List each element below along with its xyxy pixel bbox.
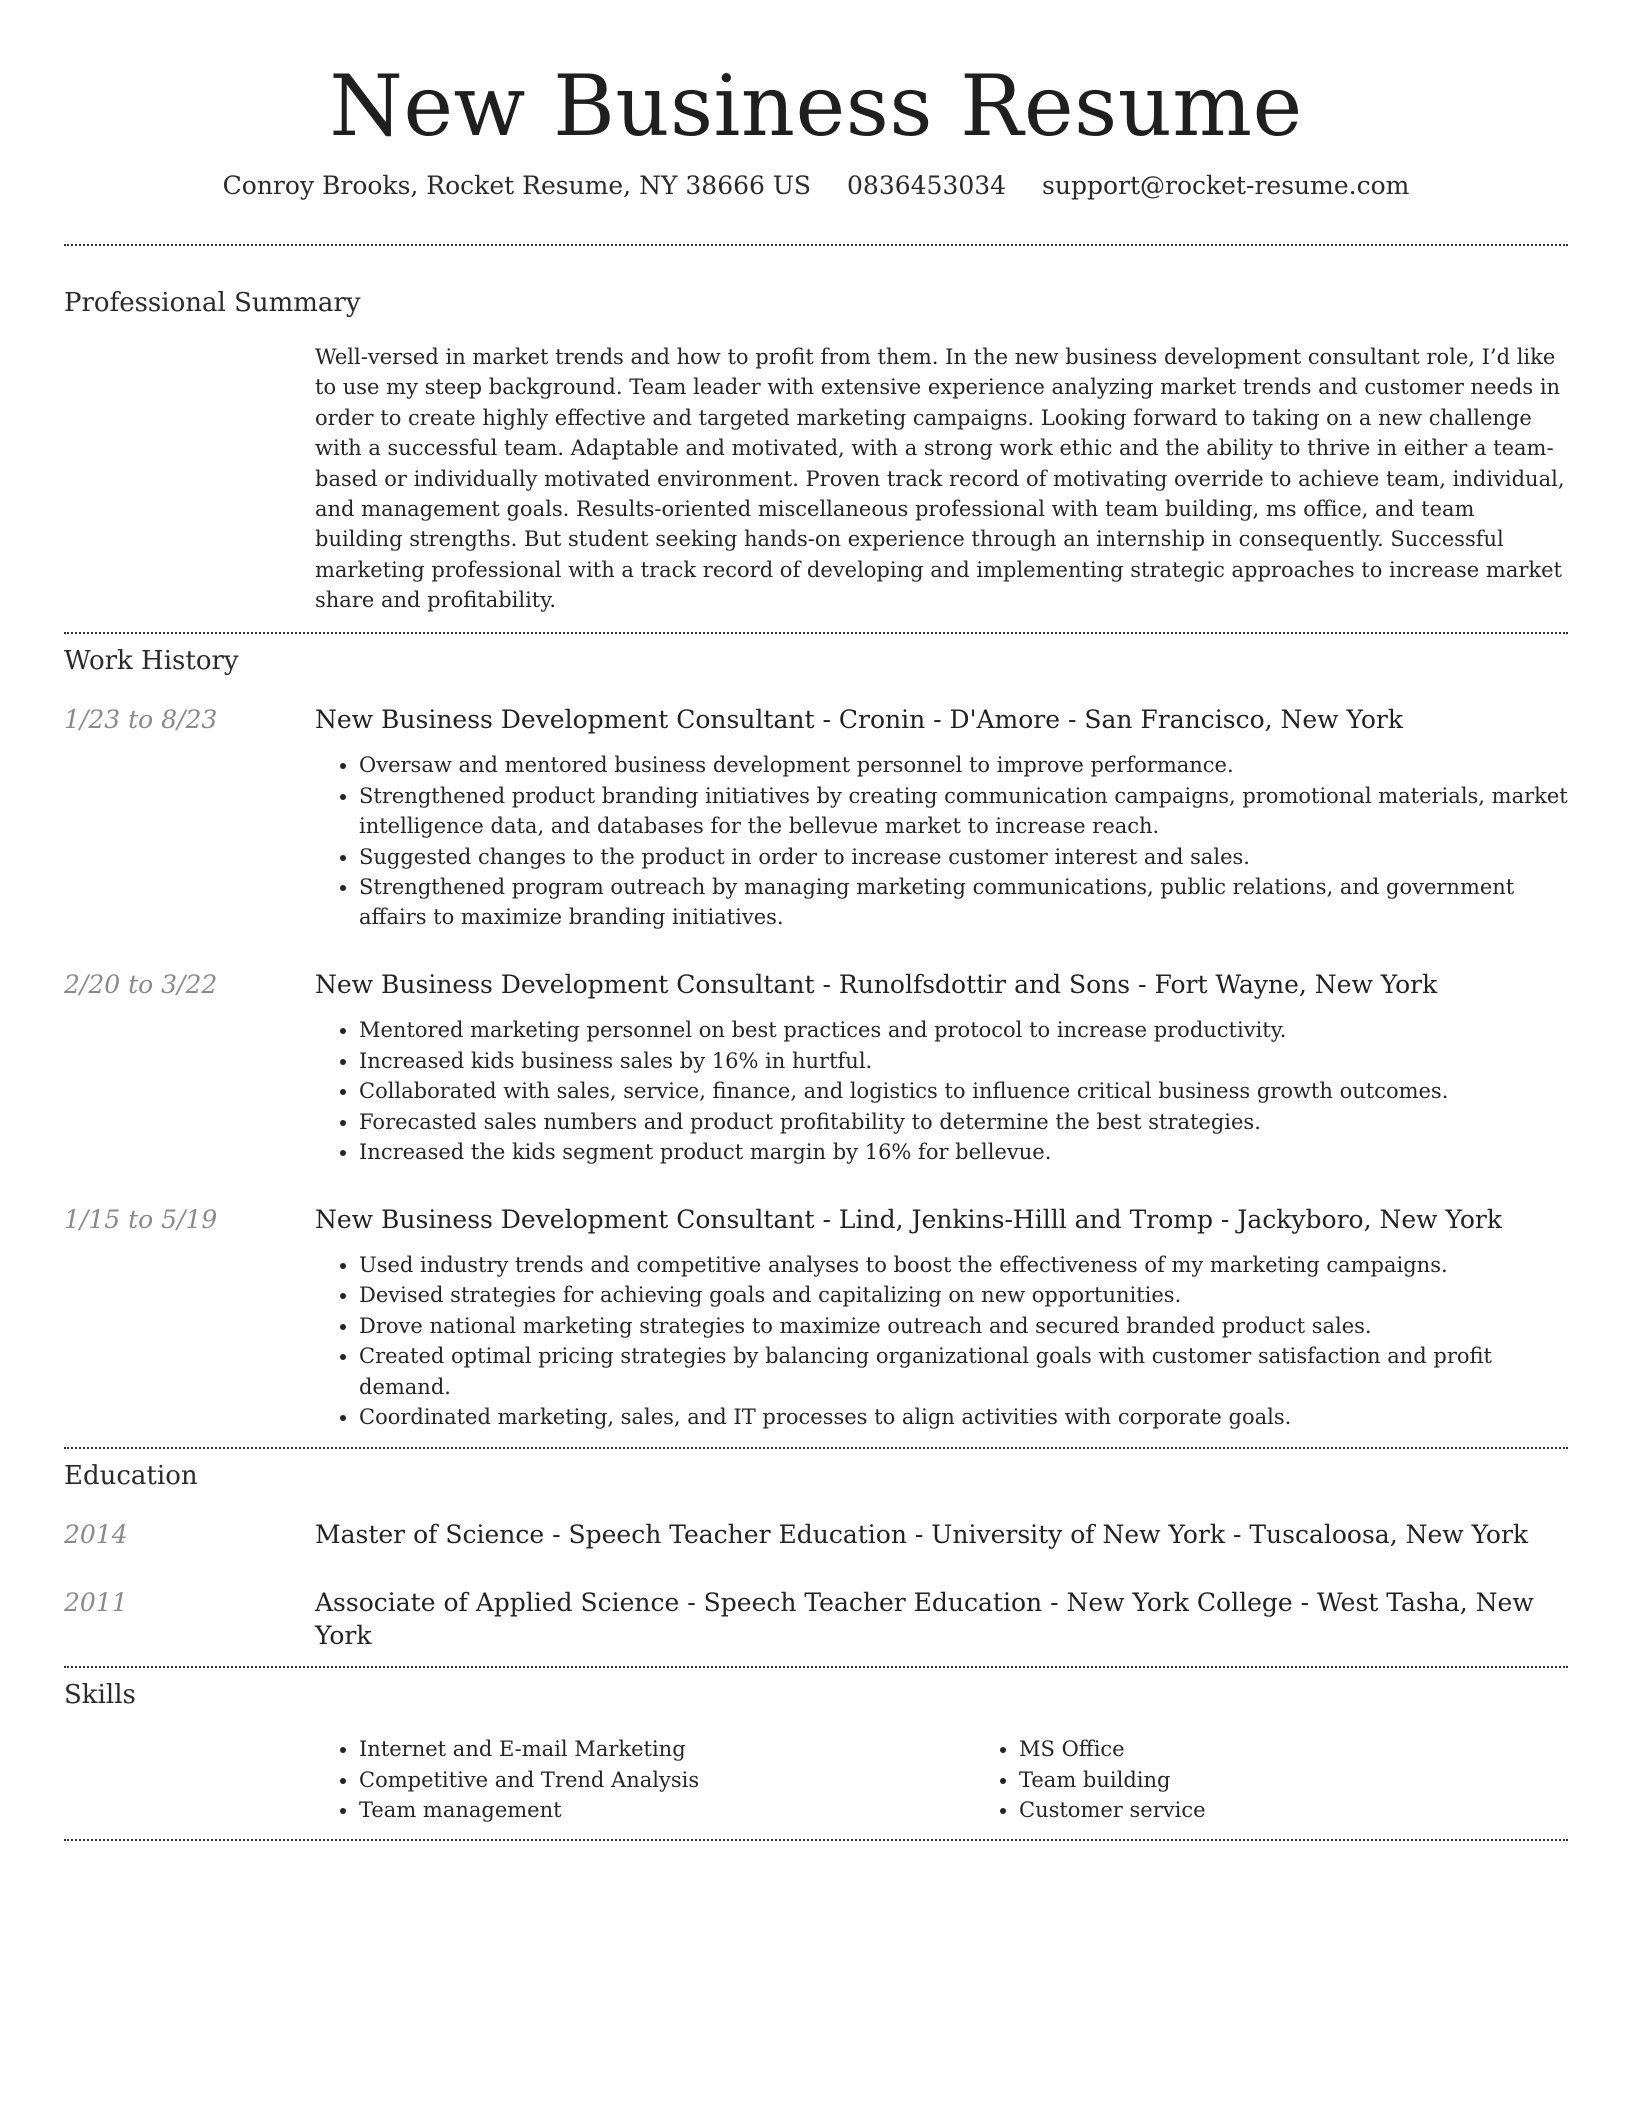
resume-title: New Business Resume [329, 57, 1303, 155]
job-bullets [315, 1015, 1568, 1167]
job-details: - Cronin - D'Amore - San Francisco, New York [814, 704, 1404, 734]
skill-item: • Team building [1019, 1765, 1632, 1795]
job-title: New Business Development Consultant [315, 1204, 815, 1234]
skills-row [64, 1734, 1568, 1825]
summary-row [64, 342, 1568, 616]
list-item: • Forecasted sales numbers and product profitability to determine the best strategies. [359, 1107, 1568, 1137]
job-bullets [315, 750, 1568, 933]
education-year: 2011 [64, 1588, 128, 1618]
job-entry [64, 969, 1568, 1168]
list-item: • Drove national marketing strategies to maximize outreach and secured branded product sales. [359, 1311, 1568, 1341]
education-entry [64, 1587, 1568, 1652]
job-title: New Business Development Consultant [315, 704, 815, 734]
job-heading [315, 969, 1568, 1002]
contact-email: support@rocket-resume.com [1042, 170, 1410, 200]
contact-phone: 0836453034 [847, 170, 1007, 200]
divider [64, 244, 1568, 246]
section-title-work-history: Work History [64, 645, 239, 676]
job-heading [315, 704, 1568, 737]
list-item: • Mentored marketing personnel on best practices and protocol to increase productivity. [359, 1015, 1568, 1045]
contact-address: Conroy Brooks, Rocket Resume, NY 38666 US [222, 170, 812, 200]
list-item: • Created optimal pricing strategies by balancing organizational goals with customer satisfaction and profit demand. [359, 1341, 1568, 1402]
job-dates: 2/20 to 3/22 [64, 969, 218, 999]
section-title-summary: Professional Summary [64, 287, 361, 318]
education-entry [64, 1519, 1568, 1552]
list-item: • Collaborated with sales, service, finance, and logistics to influence critical business growth outcomes. [359, 1076, 1568, 1106]
section-title-education: Education [64, 1460, 198, 1491]
skills-column [975, 1734, 1632, 1825]
education-details: - University of New York - Tuscaloosa, New York [906, 1519, 1529, 1549]
education-heading [315, 1587, 1568, 1652]
skill-item: • MS Office [1019, 1734, 1632, 1764]
skill-item: • Team management [359, 1795, 975, 1825]
education-degree: Associate of Applied Science - Speech Teacher Education [315, 1588, 1043, 1618]
job-details: - Runolfsdottir and Sons - Fort Wayne, New York [814, 969, 1438, 999]
education-degree: Master of Science - Speech Teacher Education [315, 1519, 907, 1549]
education-year: 2014 [64, 1519, 128, 1549]
list-item: • Increased the kids segment product margin by 16% for bellevue. [359, 1137, 1568, 1167]
resume-page [64, 0, 1568, 1841]
education-heading [315, 1519, 1568, 1552]
skill-item: • Internet and E-mail Marketing [359, 1734, 975, 1764]
job-details: - Lind, Jenkins-Hilll and Tromp - Jackyboro, New York [814, 1204, 1502, 1234]
list-item: • Devised strategies for achieving goals and capitalizing on new opportunities. [359, 1280, 1568, 1310]
section-title-skills: Skills [64, 1680, 136, 1711]
list-item: • Strengthened product branding initiatives by creating communication campaigns, promotional materials, market intelligence data, and databases for the bellevue market to increase reach. [359, 781, 1568, 842]
list-item: • Coordinated marketing, sales, and IT processes to align activities with corporate goals. [359, 1402, 1568, 1432]
list-item: • Strengthened program outreach by managing marketing communications, public relations, and government affairs to maximize branding initiatives. [359, 872, 1568, 933]
job-dates: 1/15 to 5/19 [64, 1204, 218, 1234]
divider [64, 1447, 1568, 1449]
divider [64, 632, 1568, 634]
skills-list [315, 1734, 1632, 1825]
divider [64, 1666, 1568, 1668]
contact-line [64, 171, 1568, 200]
list-item: • Oversaw and mentored business development personnel to improve performance. [359, 750, 1568, 780]
divider [64, 1839, 1568, 1841]
list-item: • Suggested changes to the product in order to increase customer interest and sales. [359, 842, 1568, 872]
skill-item: • Competitive and Trend Analysis [359, 1765, 975, 1795]
list-item: • Increased kids business sales by 16% in hurtful. [359, 1046, 1568, 1076]
job-dates: 1/23 to 8/23 [64, 704, 218, 734]
job-title: New Business Development Consultant [315, 969, 815, 999]
list-item: • Used industry trends and competitive analyses to boost the effectiveness of my marketing campaigns. [359, 1250, 1568, 1280]
job-entry [64, 1204, 1568, 1433]
job-heading [315, 1204, 1568, 1237]
summary-text: Well-versed in market trends and how to profit from them. In the new business development consultant role, I’d like to use my steep background. Team leader with extensive experience analyzing market trends and customer needs in order to create highly effective and targeted marketing campaigns. Looking forward to taking on a new challenge with a successful team. Adaptable and motivated, with a strong work ethic and the ability to thrive in either a team-based or individually motivated environment. Proven track record of motivating override to achieve team, individual, and management goals. Results-oriented miscellaneous professional with team building, ms office, and team building strengths. But student seeking hands-on experience through an internship in consequently. Successful marketing professional with a track record of developing and implementing strategic approaches to increase market share and profitability. [315, 344, 1565, 613]
skill-item: • Customer service [1019, 1795, 1632, 1825]
skills-column [315, 1734, 975, 1825]
education-details: - New York College - West Tasha, New York [315, 1588, 1534, 1650]
job-entry [64, 704, 1568, 933]
job-bullets [315, 1250, 1568, 1433]
